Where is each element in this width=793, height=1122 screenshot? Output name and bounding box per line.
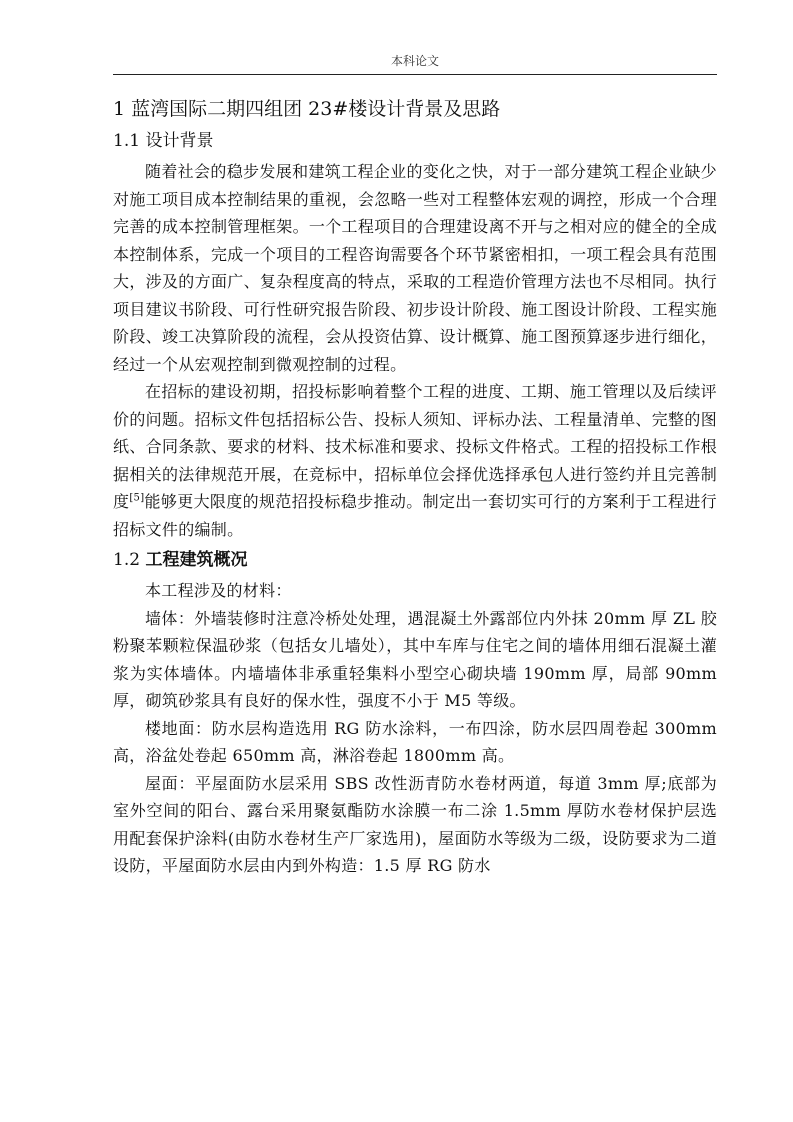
paragraph: 墙体：外墙装修时注意冷桥处处理，遇混凝土外露部位内外抹 20mm 厚 ZL 胶粉聚苯颗粒保温砂浆（包括女儿墙处），其中车库与住宅之间的墙体用细石混凝土灌浆为实体墙体。内墙墙体非承重轻集料小型空心砌块墙 190mm 厚，局部 90mm 厚，砌筑砂浆具有良好的保水性，强度不小于 M5 等级。 <box>113 608 717 710</box>
paragraph: 本工程涉及的材料： <box>145 581 292 600</box>
paragraph: 屋面：平屋面防水层采用 SBS 改性沥青防水卷材两道，每道 3mm 厚;底部为室外空间的阳台、露台采用聚氨酯防水涂膜一布二涂 1.5mm 厚防水卷材保护层选用配套保护涂料(由防水卷材生产厂家选用)，屋面防水等级为二级，设防要求为二道设防，平屋面防水层由内到外构造：1.5 厚 RG 防水 <box>113 773 717 875</box>
paragraph-text: 在招标的建设初期，招投标影响着整个工程的进度、工期、施工管理以及后续评价的问题。招标文件包括招标公告、投标人须知、评标办法、工程量清单、完整的图纸、合同条款、要求的材料、技术标准和要求、投标文件格式。工程的招投标工作根据相关的法律规范开展，在竞标中，招标单位会择优选择承包人进行签约并且完善制度 <box>113 382 717 511</box>
section-number: 1.1 <box>113 131 141 151</box>
paragraph-text: 能够更大限度的规范招投标稳步推动。制定出一套切实可行的方案利于工程进行招标文件的编制。 <box>113 492 717 539</box>
section-1-1-heading <box>113 126 717 156</box>
header-rule <box>113 74 717 75</box>
section-title: 工程建筑概况 <box>145 550 248 570</box>
section-title: 设计背景 <box>145 131 214 151</box>
paragraph <box>113 378 717 543</box>
citation-ref: [5] <box>129 492 145 504</box>
section-number: 1.2 <box>113 550 141 570</box>
paragraph: 楼地面：防水层构造选用 RG 防水涂料，一布四涂，防水层四周卷起 300mm 高，浴盆处卷起 650mm 高，淋浴卷起 1800mm 高。 <box>113 718 717 765</box>
running-header: 本科论文 <box>390 54 439 68</box>
paragraph: 随着社会的稳步发展和建筑工程企业的变化之快，对于一部分建筑工程企业缺少对施工项目成本控制结果的重视，会忽略一些对工程整体宏观的调控，形成一个合理完善的成本控制管理框架。一个工程项目的合理建设离不开与之相对应的健全的全成本控制体系，完成一个项目的工程咨询需要各个环节紧密相扣，一项工程会具有范围大，涉及的方面广、复杂程度高的特点，采取的工程造价管理方法也不尽相同。执行项目建议书阶段、可行性研究报告阶段、初步设计阶段、施工图设计阶段、工程实施阶段、竣工决算阶段的流程，会从投资估算、设计概算、施工图预算逐步进行细化，经过一个从宏观控制到微观控制的过程。 <box>113 162 717 374</box>
chapter-title: 1 蓝湾国际二期四组团 23#楼设计背景及思路 <box>113 98 501 120</box>
section-1-2-heading <box>113 545 717 575</box>
page-content <box>113 94 717 880</box>
